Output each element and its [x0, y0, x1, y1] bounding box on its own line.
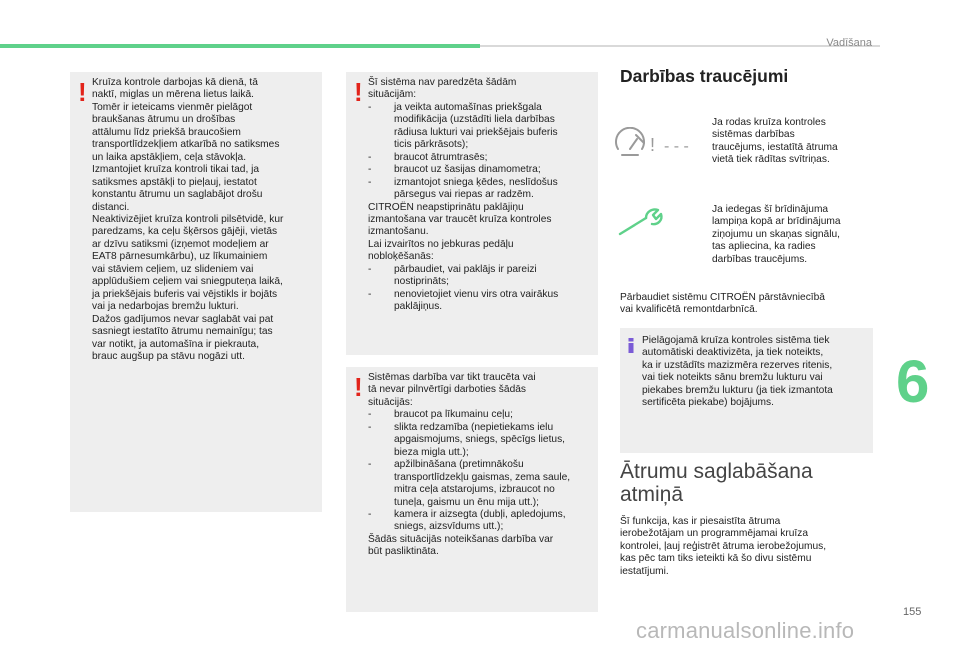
warning-line: izmantošana var traucēt kruīza kontroles [368, 213, 552, 225]
wrench-icon [612, 204, 704, 240]
display-malfunction-text [712, 117, 872, 167]
chapter-number: 6 [896, 348, 930, 415]
memory-line: ierobežotājam un programmējamai kruīza [620, 528, 808, 540]
list-item-text: transportlīdzekļu gaismas, zema saule, [394, 471, 571, 483]
list-item-text: ticis pārkrāsots); [394, 139, 469, 151]
warning-line: Izmantojiet kruīza kontroli tikai tad, ja [92, 164, 260, 176]
warning-line: satiksmes apstākļi to pieļauj, iestatot [92, 176, 257, 188]
list-item-text: sniegs, aizsvīdums utt.); [394, 521, 504, 533]
list-dash: - [368, 164, 372, 176]
list-dash: - [368, 176, 372, 188]
info-line: automātiski deaktivizēta, ja tiek noteikts, [642, 347, 824, 359]
check-line: vai kvalificētā remontdarbnīcā. [620, 304, 758, 316]
list-item-text: apžilbināšana (pretimnākošu [394, 459, 524, 471]
malfunction-line: ziņojumu un skaņas signālu, [712, 228, 840, 240]
list-item-text: nenovietojiet vienu virs otra vairākus [394, 288, 559, 300]
warning-line: ar dzīvu satiksmi (izņemot modeļiem ar [92, 238, 269, 250]
warning-line: transportlīdzekļiem atkarībā no satiksmes [92, 139, 280, 151]
list-dash: - [368, 409, 372, 421]
list-item-text: izmantojot sniega ķēdes, neslīdošus [394, 176, 558, 188]
warning-line: Dažos gadījumos nevar saglabāt vai pat [92, 313, 274, 325]
warning-line: Lai izvairītos no jebkuras pedāļu [368, 238, 514, 250]
memory-line: Šī funkcija, kas ir piesaistīta ātruma [620, 516, 781, 527]
list-item-text: braucot ātrumtrasēs; [394, 151, 488, 163]
list-item-line [368, 521, 592, 533]
list-item-line [368, 434, 592, 446]
list-item-line [368, 276, 592, 288]
list-item-line [368, 472, 592, 484]
list-item-line [368, 447, 592, 459]
warning-line: konstantu ātrumu un saglabājot drošu [92, 189, 263, 201]
info-line: vai tiek noteikts sānu bremžu lukturu vai [642, 372, 823, 384]
warning-line: Sistēmas darbība var tikt traucēta vai [368, 372, 536, 383]
warning-line: izmantošanu. [368, 226, 429, 238]
list-item-line [368, 127, 592, 139]
memory-line: kontrolei, ļauj reģistrēt ātruma ierobežojumus, [620, 540, 827, 552]
warning-line: sasniegt iestatīto ātrumu nemainīgu; tas [92, 326, 273, 338]
list-item-text: paklājiņus. [394, 301, 443, 313]
list-dash: - [368, 263, 372, 275]
malfunction-line: Ja iedegas šī brīdinājuma [712, 204, 829, 215]
warning-box-cruise-conditions [70, 72, 322, 512]
warning-line: situācijās: [368, 396, 413, 408]
warning-line: būt pasliktināta. [368, 546, 439, 558]
list-item-line [368, 497, 592, 509]
malfunctions-heading: Darbības traucējumi [620, 66, 789, 86]
warning-line: un laika apstākļiem, ceļa stāvokļa. [92, 151, 247, 163]
list-item-line [368, 409, 592, 421]
list-item-text: pārbaudiet, vai paklājs ir pareizi [394, 263, 537, 275]
list-item-text: nostiprināts; [394, 276, 449, 288]
display-dashes-text: - - - [664, 138, 689, 155]
list-item-line [368, 484, 592, 496]
malfunction-line: tas apliecina, ka radies [712, 241, 816, 253]
warning-line: situācijām: [368, 89, 417, 101]
warning-icon: ! [354, 372, 363, 402]
warning-text [368, 77, 592, 314]
malfunction-line: darbības traucējums. [712, 253, 808, 265]
info-text [642, 335, 867, 410]
section-title: Vadīšana [826, 37, 872, 49]
warning-line: Tomēr ir ieteicams vienmēr pielāgot [92, 101, 253, 113]
info-line: ka ir uzstādīts mazizmēra rezerves ritenis, [642, 359, 833, 371]
page-number: 155 [903, 606, 922, 618]
list-item-line [368, 264, 592, 276]
list-item-text: ja veikta automašīnas priekšgala [394, 101, 542, 113]
list-dash: - [368, 459, 372, 471]
list-item-text: kamera ir aizsegta (dubļi, apledojums, [394, 508, 566, 520]
warning-line: EAT8 pārnesumkārbu), uz līkumainiem [92, 251, 268, 263]
malfunction-line: traucējums, iestatītā ātruma [712, 141, 838, 153]
list-item-text: apgaismojums, sniegs, spēcīgs lietus, [394, 434, 566, 446]
warning-line: brauc augšup pa stāvu nogāzi utt. [92, 350, 245, 362]
warning-line: distanci. [92, 201, 130, 213]
lamp-malfunction-row [612, 204, 872, 274]
info-line: piekabes bremžu lukturu (ja tiek izmantota [642, 384, 833, 396]
warning-line: var notikt, ja automašīna ir piekrauta, [92, 338, 260, 350]
warning-icon: ! [78, 77, 87, 107]
malfunction-line: vietā tiek rādītas svītriņas. [712, 154, 830, 166]
malfunction-line: lampiņa kopā ar brīdinājuma [712, 216, 841, 228]
list-item-line [368, 289, 592, 301]
info-icon [628, 338, 634, 353]
list-item-line [368, 114, 592, 126]
warning-line: Neaktivizējiet kruīza kontroli pilsētvidē, kur [92, 213, 284, 225]
list-item-line [368, 139, 592, 151]
list-dash: - [368, 101, 372, 113]
warning-line: attālumu līdz priekšā braucošiem [92, 126, 241, 138]
warning-line: Šādās situācijās noteikšanas darbība var [368, 533, 554, 545]
warning-line: Šī sistēma nav paredzēta šādām [368, 77, 517, 88]
warning-text [92, 77, 316, 363]
info-box-deactivation [620, 328, 873, 453]
list-item-text: modifikācija (uzstādīti liela darbības [394, 114, 555, 126]
list-item-text: braucot uz šasijas dinamometra; [394, 164, 541, 176]
memory-description [620, 516, 870, 578]
list-item-line [368, 509, 592, 521]
warning-line: paredzams, ka ceļu šķērsos gājēji, vietās [92, 226, 278, 238]
info-line: sertificēta piekabe) bojājums. [642, 397, 774, 409]
list-item-text: mitra ceļa atstarojums, izbraucot no [394, 484, 555, 496]
warning-text [368, 372, 592, 559]
malfunction-line: Ja rodas kruīza kontroles [712, 117, 826, 128]
warning-line: Kruīza kontrole darbojas kā dienā, tā [92, 77, 258, 88]
warning-line: CITROËN neapstiprinātu paklājiņu [368, 201, 524, 213]
header-rule [480, 45, 880, 47]
list-item-line [368, 152, 592, 164]
list-item-line [368, 189, 592, 201]
warning-line: nobloķēšanās: [368, 251, 434, 263]
memory-line: kas pēc tam tiks ieteikti kā šo divu sistēmu [620, 553, 812, 565]
list-dash: - [368, 288, 372, 300]
list-item-text: braucot pa līkumainu ceļu; [394, 409, 513, 421]
memory-title-line: atmiņā [620, 483, 684, 506]
info-line: Pielāgojamā kruīza kontroles sistēma tiek [642, 335, 830, 346]
list-item-text: pārsegus vai riepas ar radzēm. [394, 189, 534, 201]
cruise-fault-display-icon [612, 127, 704, 163]
list-item-line [368, 102, 592, 114]
check-line: Pārbaudiet sistēmu CITROËN pārstāvniecībā [620, 292, 825, 303]
header-accent-bar [0, 44, 480, 48]
memory-line: iestatījumi. [620, 565, 669, 577]
memory-title-line: Ātrumu saglabāšana [620, 460, 813, 483]
warning-box-unsuitable-situations [346, 72, 598, 355]
display-excl-text: ! [650, 135, 656, 155]
warning-line: tā nevar pilnvērtīgi darboties šādās [368, 384, 526, 396]
memory-heading [620, 460, 813, 506]
list-item-text: slikta redzamība (nepietiekams ielu [394, 421, 554, 433]
warning-line: vai ja nedarbojas bremžu lukturi. [92, 301, 239, 313]
list-item-line [368, 301, 592, 313]
watermark: carmanualsonline.info [636, 618, 855, 643]
warning-box-detection-limits [346, 367, 598, 612]
list-dash: - [368, 151, 372, 163]
warning-line: vai stāviem ceļiem, uz slideniem vai [92, 263, 254, 275]
list-item-line [368, 459, 592, 471]
check-dealer-text [620, 292, 870, 317]
list-item-text: bieza migla utt.); [394, 446, 469, 458]
warning-line: naktī, miglas un mērena lietus laikā. [92, 89, 254, 101]
list-item-line [368, 177, 592, 189]
list-item-line [368, 422, 592, 434]
list-dash: - [368, 508, 372, 520]
list-item-text: tuneļa, gaismu un ēnu mija utt.); [394, 496, 539, 508]
warning-line: applūdušiem ceļiem vai sniegputeņa laikā, [92, 276, 283, 288]
warning-line: ja priekšējais buferis vai vējstikls ir bojāts [92, 288, 278, 300]
warning-line: braukšanas ātrumu un drošības [92, 114, 236, 126]
malfunction-line: sistēmas darbības [712, 129, 795, 141]
display-malfunction-row [612, 117, 872, 179]
list-item-text: rādiusa lukturi vai priekšējais buferis [394, 126, 558, 138]
warning-icon: ! [354, 77, 363, 107]
list-dash: - [368, 421, 372, 433]
lamp-malfunction-text [712, 204, 872, 266]
list-item-line [368, 164, 592, 176]
